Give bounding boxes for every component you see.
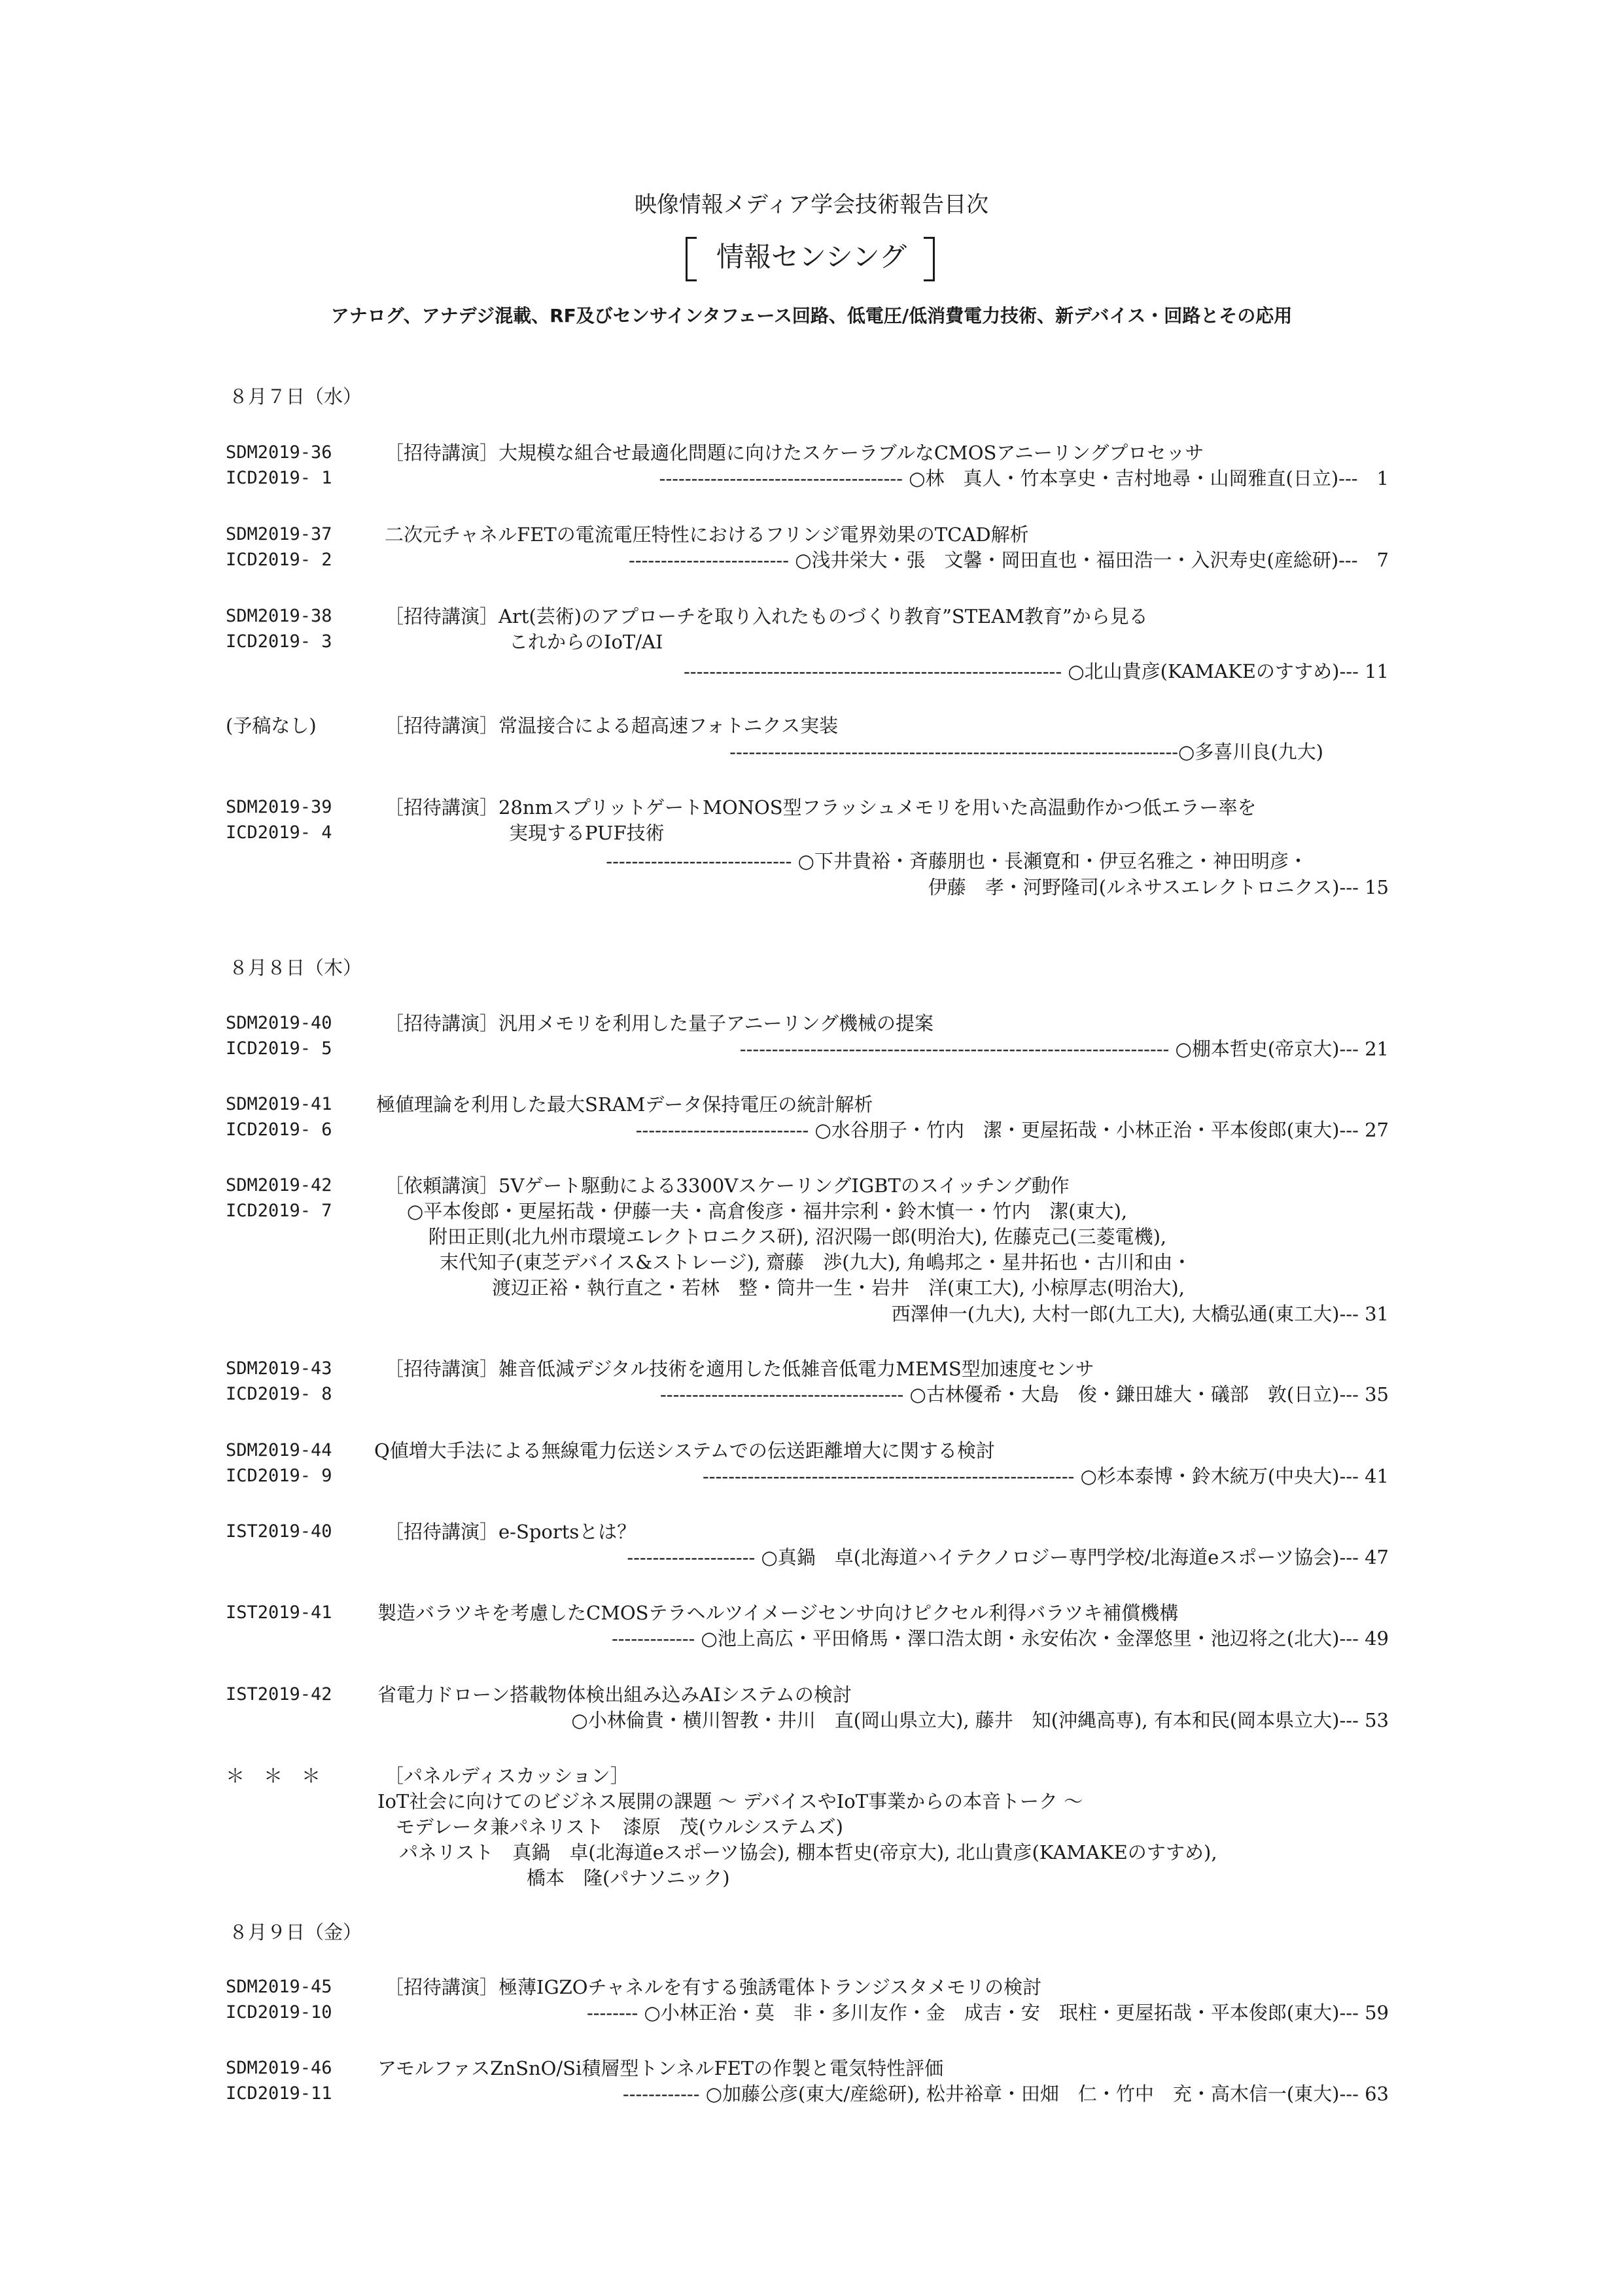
paper-authors: ------------------------- ○浅井栄大・張 文馨・岡田直也・福田浩一・入沢寿史(産総研)--- 7 [629,549,1389,571]
paper-title-cont: これからのIoT/AI [509,631,663,653]
paper-id: ICD2019- 6 [226,1120,332,1140]
paper-authors: ---------------------------------------------------------- ○杉本泰博・鈴木統万(中央大)--- 41 [703,1465,1389,1487]
paper-id: ICD2019-10 [226,2002,332,2022]
paper-authors: -------------------------------------- ○古林優希・大島 俊・鎌田雄大・礒部 敦(日立)--- 35 [659,1383,1389,1405]
paper-id: ICD2019- 3 [226,631,332,652]
paper-title: ［招待講演］雑音低減デジタル技術を適用した低雑音低電力MEMS型加速度センサ [385,1358,1094,1380]
day-heading: ８月８日（木） [229,957,362,979]
paper-authors: --------------------------- ○水谷朋子・竹内 潔・更屋拓哉・小林正治・平本俊郎(東大)--- 27 [635,1119,1389,1141]
paper-authors: ------------------------------------------------------------------- ○棚本哲史(帝京大)--- 21 [739,1038,1389,1060]
paper-authors: -------------------------------------- ○林 真人・竹本享史・吉村地尋・山岡雅直(日立)--- 1 [659,467,1389,489]
paper-authors: 渡辺正裕・執行直之・若林 整・筒井一生・岩井 洋(東工大), 小椋厚志(明治大), [492,1277,1185,1299]
day-heading: ８月９日（金） [229,1921,362,1943]
paper-title: アモルファスZnSnO/Si積層型トンネルFETの作製と電気特性評価 [377,2057,944,2079]
panel-panelists-cont: 橋本 隆(パナソニック) [527,1867,730,1889]
paper-title: ［招待講演］Art(芸術)のアプローチを取り入れたものづくり教育”STEAM教育”から見る [385,605,1148,627]
paper-id: ICD2019- 4 [226,822,332,843]
paper-title: ［依頼講演］5Vゲート駆動による3300VスケーリングIGBTのスイッチング動作 [385,1174,1070,1197]
paper-id: SDM2019-39 [226,797,332,817]
paper-id: ICD2019-11 [226,2083,332,2104]
paper-id: SDM2019-36 [226,442,332,463]
paper-authors: ----------------------------- ○下井貴裕・斉藤朋也・長瀬寛和・伊豆名雅之・神田明彦・ [606,850,1308,872]
publisher-title: 映像情報メディア学会技術報告目次 [634,192,989,218]
paper-authors: ----------------------------------------------------------- ○北山貴彦(KAMAKEのすすめ)--- 11 [684,660,1389,682]
paper-id: SDM2019-42 [226,1175,332,1195]
paper-id: ICD2019- 1 [226,468,332,488]
paper-id: SDM2019-37 [226,524,332,544]
page-subtitle: アナログ、アナデジ混載、RF及びセンサインタフェース回路、低電圧/低消費電力技術、新デバイス・回路とその応用 [330,305,1293,327]
paper-id: ICD2019- 8 [226,1384,332,1404]
paper-id: IST2019-42 [226,1684,332,1704]
paper-id: SDM2019-46 [226,2058,332,2078]
panel-title: IoT社会に向けてのビジネス展開の課題 ～ デバイスやIoT事業からの本音トーク ～ [377,1790,1083,1812]
paper-authors: ------------- ○池上高広・平田脩馬・澤口浩太朗・永安佑次・金澤悠里・池辺将之(北大)--- 49 [611,1627,1389,1650]
paper-title: 省電力ドローン搭載物体検出組み込みAIシステムの検討 [377,1684,852,1706]
paper-authors: ----------------------------------------------------------------------○多喜川良(九大) [729,741,1323,763]
paper-title: 二次元チャネルFETの電流電圧特性におけるフリンジ電界効果のTCAD解析 [385,523,1029,546]
paper-authors: 末代知子(東芝デバイス&ストレージ), 齋藤 渉(九大), 角嶋邦之・星井拓也・古川和由・ [440,1251,1192,1273]
paper-authors: 附田正則(北九州市環境エレクトロニクス研), 沼沢陽一郎(明治大), 佐藤克己(三菱電機), [428,1226,1167,1248]
paper-authors: -------------------- ○真鍋 卓(北海道ハイテクノロジー専門学校/北海道eスポーツ協会)--- 47 [627,1546,1389,1568]
paper-authors: -------- ○小林正治・莫 非・多川友作・金 成吉・安 珉柱・更屋拓哉・平本俊郎(東大)--- 59 [586,2002,1389,2024]
paper-title: ［招待講演］汎用メモリを利用した量子アニーリング機械の提案 [385,1012,934,1034]
paper-title: ［招待講演］常温接合による超高速フォトニクス実装 [385,715,839,737]
paper-title: ［招待講演］極薄IGZOチャネルを有する強誘電体トランジスタメモリの検討 [385,1976,1042,1998]
panel-moderator: モデレータ兼パネリスト 漆原 茂(ウルシステムズ) [396,1816,843,1838]
paper-title: ［招待講演］大規模な組合せ最適化問題に向けたスケーラブルなCMOSアニーリングプロセッサ [385,442,1204,464]
paper-id: ICD2019- 5 [226,1038,332,1059]
paper-authors: ○小林倫貴・横川智教・井川 直(岡山県立大), 藤井 知(沖縄高専), 有本和民(岡本県立大)--- 53 [571,1709,1389,1731]
paper-id: ICD2019- 7 [226,1201,332,1221]
paper-title: 製造バラツキを考慮したCMOSテラヘルツイメージセンサ向けピクセル利得バラツキ補償機構 [377,1602,1179,1624]
paper-id: SDM2019-45 [226,1977,332,1997]
paper-authors-cont: 伊藤 孝・河野隆司(ルネサスエレクトロニクス)--- 15 [928,876,1389,898]
paper-id: ICD2019- 9 [226,1466,332,1486]
paper-id: ICD2019- 2 [226,550,332,570]
panel-mark: ＊ ＊ ＊ [226,1765,321,1787]
paper-id: IST2019-40 [226,1521,332,1542]
paper-title: ［招待講演］28nmスプリットゲートMONOS型フラッシュメモリを用いた高温動作かつ低エラー率を [385,796,1257,819]
paper-id: SDM2019-40 [226,1013,332,1033]
paper-title: Q値増大手法による無線電力伝送システムでの伝送距離増大に関する検討 [374,1439,995,1462]
panel-panelists: パネリスト 真鍋 卓(北海道eスポーツ協会), 棚本哲史(帝京大), 北山貴彦(KAMAKEのすすめ), [399,1841,1217,1863]
group-title: 情報センシング [716,241,907,273]
panel-label: ［パネルディスカッション］ [385,1765,629,1787]
paper-id: SDM2019-43 [226,1358,332,1379]
paper-authors: ------------ ○加藤公彦(東大/産総研), 松井裕章・田畑 仁・竹中 充・高木信一(東大)--- 63 [622,2083,1389,2105]
paper-id: SDM2019-41 [226,1094,332,1114]
paper-title: 極値理論を利用した最大SRAMデータ保持電圧の統計解析 [376,1093,873,1116]
paper-id: (予稿なし) [226,715,317,737]
paper-authors: ○平本俊郎・更屋拓哉・伊藤一夫・高倉俊彦・福井宗利・鈴木慎一・竹内 潔(東大), [407,1200,1128,1222]
paper-title: ［招待講演］e-Sportsとは？ [385,1521,637,1543]
paper-id: IST2019-41 [226,1602,332,1623]
paper-title-cont: 実現するPUF技術 [509,822,665,844]
paper-id: SDM2019-38 [226,606,332,626]
day-heading: ８月７日（水） [229,385,362,408]
bracket-right [924,237,935,281]
paper-id: SDM2019-44 [226,1440,332,1460]
paper-authors: 西澤伸一(九大), 大村一郎(九工大), 大橋弘通(東工大)--- 31 [891,1303,1389,1325]
